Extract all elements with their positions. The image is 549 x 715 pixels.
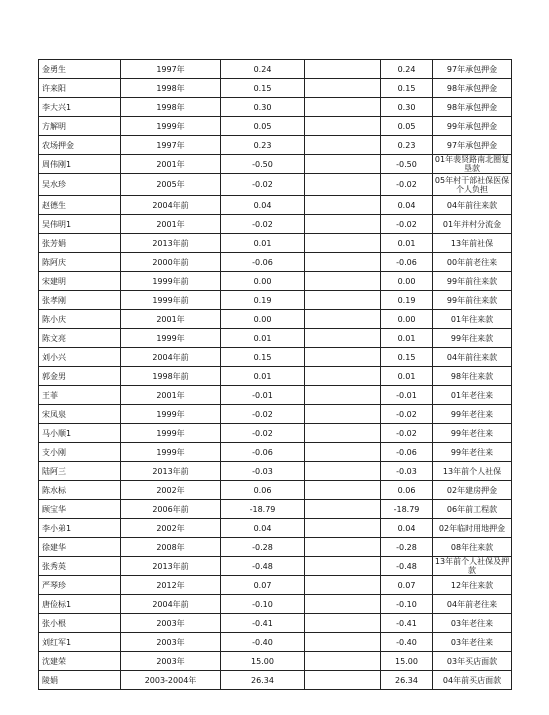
cell-note: 99年老往来 bbox=[433, 405, 512, 424]
cell-amount: -0.01 bbox=[221, 386, 305, 405]
table-row bbox=[39, 117, 512, 136]
cell-year: 2004年前 bbox=[121, 196, 221, 215]
cell-amount: -0.02 bbox=[221, 424, 305, 443]
cell-amount: 0.00 bbox=[221, 310, 305, 329]
cell-amount: -0.03 bbox=[221, 462, 305, 481]
table-row bbox=[39, 348, 512, 367]
cell-amount: 0.30 bbox=[221, 98, 305, 117]
cell-amount: -0.10 bbox=[221, 595, 305, 614]
cell-amount-total: -0.02 bbox=[381, 174, 433, 196]
cell-amount: 0.07 bbox=[221, 576, 305, 595]
cell-name: 徐建华 bbox=[39, 538, 121, 557]
table-row bbox=[39, 234, 512, 253]
cell-amount-total: -0.03 bbox=[381, 462, 433, 481]
cell-amount: 0.24 bbox=[221, 60, 305, 79]
cell-blank bbox=[305, 79, 381, 98]
cell-blank bbox=[305, 98, 381, 117]
cell-blank bbox=[305, 595, 381, 614]
cell-blank bbox=[305, 367, 381, 386]
cell-note: 06年前工程款 bbox=[433, 500, 512, 519]
cell-amount: 0.04 bbox=[221, 196, 305, 215]
cell-name: 张秀英 bbox=[39, 557, 121, 576]
table-row bbox=[39, 405, 512, 424]
table-row bbox=[39, 671, 512, 690]
cell-note: 13年前个人社保及押款 bbox=[433, 557, 512, 576]
cell-name: 吴伟明1 bbox=[39, 215, 121, 234]
table-row bbox=[39, 310, 512, 329]
cell-blank bbox=[305, 424, 381, 443]
cell-amount: -0.06 bbox=[221, 443, 305, 462]
cell-name: 金勇生 bbox=[39, 60, 121, 79]
cell-name: 陈小庆 bbox=[39, 310, 121, 329]
cell-amount: 15.00 bbox=[221, 652, 305, 671]
table-row bbox=[39, 60, 512, 79]
table-row bbox=[39, 386, 512, 405]
cell-year: 2001年 bbox=[121, 310, 221, 329]
cell-name: 沈建荣 bbox=[39, 652, 121, 671]
cell-name: 吴水珍 bbox=[39, 174, 121, 196]
cell-blank bbox=[305, 576, 381, 595]
table-row bbox=[39, 215, 512, 234]
cell-name: 周伟刚1 bbox=[39, 155, 121, 174]
cell-amount-total: -0.01 bbox=[381, 386, 433, 405]
cell-amount: 0.19 bbox=[221, 291, 305, 310]
table-row bbox=[39, 538, 512, 557]
cell-blank bbox=[305, 652, 381, 671]
table-row bbox=[39, 652, 512, 671]
cell-blank bbox=[305, 117, 381, 136]
cell-year: 2003年 bbox=[121, 633, 221, 652]
cell-year: 2001年 bbox=[121, 386, 221, 405]
ledger-body bbox=[39, 60, 512, 690]
cell-blank bbox=[305, 500, 381, 519]
cell-blank bbox=[305, 443, 381, 462]
cell-name: 严琴珍 bbox=[39, 576, 121, 595]
cell-amount-total: -0.10 bbox=[381, 595, 433, 614]
cell-year: 2013年前 bbox=[121, 557, 221, 576]
cell-blank bbox=[305, 557, 381, 576]
cell-note: 03年老往来 bbox=[433, 614, 512, 633]
table-row bbox=[39, 576, 512, 595]
table-row bbox=[39, 196, 512, 215]
cell-amount: 0.04 bbox=[221, 519, 305, 538]
cell-note: 02年临时用地押金 bbox=[433, 519, 512, 538]
cell-note: 02年建房押金 bbox=[433, 481, 512, 500]
cell-blank bbox=[305, 671, 381, 690]
cell-amount-total: 0.05 bbox=[381, 117, 433, 136]
cell-name: 农场押金 bbox=[39, 136, 121, 155]
cell-blank bbox=[305, 329, 381, 348]
cell-year: 1999年 bbox=[121, 117, 221, 136]
cell-amount-total: 0.15 bbox=[381, 348, 433, 367]
cell-name: 赵德生 bbox=[39, 196, 121, 215]
cell-amount-total: 0.19 bbox=[381, 291, 433, 310]
cell-year: 2003-2004年 bbox=[121, 671, 221, 690]
cell-note: 04年前买店面款 bbox=[433, 671, 512, 690]
cell-name: 张孝刚 bbox=[39, 291, 121, 310]
cell-year: 2003年 bbox=[121, 652, 221, 671]
cell-amount-total: -0.02 bbox=[381, 215, 433, 234]
table-row bbox=[39, 519, 512, 538]
cell-amount-total: -18.79 bbox=[381, 500, 433, 519]
cell-blank bbox=[305, 462, 381, 481]
cell-name: 陈阿庆 bbox=[39, 253, 121, 272]
cell-name: 刘红军1 bbox=[39, 633, 121, 652]
cell-name: 顾宝华 bbox=[39, 500, 121, 519]
cell-amount: 0.01 bbox=[221, 367, 305, 386]
cell-note: 97年承包押金 bbox=[433, 60, 512, 79]
cell-amount-total: 0.04 bbox=[381, 196, 433, 215]
document-page bbox=[38, 59, 512, 690]
cell-amount-total: 0.07 bbox=[381, 576, 433, 595]
cell-amount: -0.50 bbox=[221, 155, 305, 174]
table-row bbox=[39, 462, 512, 481]
cell-note: 99年往来款 bbox=[433, 329, 512, 348]
cell-amount-total: 0.01 bbox=[381, 367, 433, 386]
cell-name: 陆阿三 bbox=[39, 462, 121, 481]
cell-year: 1999年 bbox=[121, 329, 221, 348]
cell-amount: 26.34 bbox=[221, 671, 305, 690]
cell-note: 03年买店面款 bbox=[433, 652, 512, 671]
cell-blank bbox=[305, 253, 381, 272]
cell-blank bbox=[305, 196, 381, 215]
cell-amount-total: 0.30 bbox=[381, 98, 433, 117]
cell-name: 马小顺1 bbox=[39, 424, 121, 443]
table-row bbox=[39, 155, 512, 174]
cell-blank bbox=[305, 310, 381, 329]
cell-note: 97年承包押金 bbox=[433, 136, 512, 155]
cell-name: 唐俭标1 bbox=[39, 595, 121, 614]
cell-name: 张小根 bbox=[39, 614, 121, 633]
table-row bbox=[39, 500, 512, 519]
table-row bbox=[39, 443, 512, 462]
cell-amount-total: 0.15 bbox=[381, 79, 433, 98]
ledger-table bbox=[38, 59, 512, 690]
cell-note: 04年前往来款 bbox=[433, 348, 512, 367]
cell-year: 2004年前 bbox=[121, 348, 221, 367]
cell-note: 05年村干部社保医保个人负担 bbox=[433, 174, 512, 196]
cell-amount: -0.06 bbox=[221, 253, 305, 272]
cell-note: 04年前老往来 bbox=[433, 595, 512, 614]
cell-blank bbox=[305, 614, 381, 633]
cell-note: 13年前社保 bbox=[433, 234, 512, 253]
cell-amount-total: 0.04 bbox=[381, 519, 433, 538]
cell-year: 1998年前 bbox=[121, 367, 221, 386]
cell-amount: 0.06 bbox=[221, 481, 305, 500]
cell-year: 1999年前 bbox=[121, 291, 221, 310]
cell-note: 98年承包押金 bbox=[433, 98, 512, 117]
cell-name: 郭金男 bbox=[39, 367, 121, 386]
cell-name: 方解明 bbox=[39, 117, 121, 136]
cell-blank bbox=[305, 215, 381, 234]
cell-amount-total: 15.00 bbox=[381, 652, 433, 671]
cell-amount: -0.40 bbox=[221, 633, 305, 652]
cell-year: 2004年前 bbox=[121, 595, 221, 614]
cell-amount-total: 0.01 bbox=[381, 234, 433, 253]
table-row bbox=[39, 291, 512, 310]
cell-name: 陈文亮 bbox=[39, 329, 121, 348]
cell-amount-total: -0.40 bbox=[381, 633, 433, 652]
cell-blank bbox=[305, 405, 381, 424]
cell-note: 00年前老往来 bbox=[433, 253, 512, 272]
cell-note: 08年往来款 bbox=[433, 538, 512, 557]
cell-blank bbox=[305, 291, 381, 310]
cell-amount-total: 0.06 bbox=[381, 481, 433, 500]
cell-year: 2000年前 bbox=[121, 253, 221, 272]
cell-amount-total: -0.41 bbox=[381, 614, 433, 633]
cell-amount-total: 0.01 bbox=[381, 329, 433, 348]
cell-year: 2003年 bbox=[121, 614, 221, 633]
cell-year: 2005年 bbox=[121, 174, 221, 196]
cell-blank bbox=[305, 633, 381, 652]
cell-blank bbox=[305, 174, 381, 196]
cell-amount-total: -0.02 bbox=[381, 424, 433, 443]
table-row bbox=[39, 174, 512, 196]
cell-year: 2002年 bbox=[121, 519, 221, 538]
cell-blank bbox=[305, 538, 381, 557]
cell-year: 2006年前 bbox=[121, 500, 221, 519]
cell-note: 04年前往来款 bbox=[433, 196, 512, 215]
cell-blank bbox=[305, 136, 381, 155]
table-row bbox=[39, 367, 512, 386]
cell-blank bbox=[305, 234, 381, 253]
cell-amount-total: -0.48 bbox=[381, 557, 433, 576]
cell-blank bbox=[305, 155, 381, 174]
cell-amount-total: -0.50 bbox=[381, 155, 433, 174]
table-row bbox=[39, 614, 512, 633]
table-row bbox=[39, 98, 512, 117]
cell-blank bbox=[305, 348, 381, 367]
cell-amount: -0.28 bbox=[221, 538, 305, 557]
cell-year: 2008年 bbox=[121, 538, 221, 557]
cell-name: 支小刚 bbox=[39, 443, 121, 462]
cell-name: 陈水标 bbox=[39, 481, 121, 500]
table-row bbox=[39, 329, 512, 348]
cell-note: 99年承包押金 bbox=[433, 117, 512, 136]
cell-amount-total: 0.00 bbox=[381, 310, 433, 329]
cell-amount: 0.05 bbox=[221, 117, 305, 136]
cell-name: 刘小兴 bbox=[39, 348, 121, 367]
cell-year: 1999年前 bbox=[121, 272, 221, 291]
table-row bbox=[39, 557, 512, 576]
cell-amount-total: -0.06 bbox=[381, 443, 433, 462]
cell-blank bbox=[305, 481, 381, 500]
cell-amount-total: 0.24 bbox=[381, 60, 433, 79]
cell-note: 12年往来款 bbox=[433, 576, 512, 595]
cell-amount: 0.23 bbox=[221, 136, 305, 155]
cell-note: 99年前往来款 bbox=[433, 272, 512, 291]
cell-amount: 0.15 bbox=[221, 348, 305, 367]
cell-year: 2013年前 bbox=[121, 234, 221, 253]
cell-year: 1999年 bbox=[121, 443, 221, 462]
cell-amount: -0.48 bbox=[221, 557, 305, 576]
cell-year: 2001年 bbox=[121, 215, 221, 234]
cell-note: 01年往来款 bbox=[433, 310, 512, 329]
cell-amount: -0.41 bbox=[221, 614, 305, 633]
cell-note: 98年往来款 bbox=[433, 367, 512, 386]
cell-amount-total: 0.23 bbox=[381, 136, 433, 155]
cell-amount: -0.02 bbox=[221, 215, 305, 234]
cell-amount: 0.01 bbox=[221, 329, 305, 348]
cell-name: 宋凤泉 bbox=[39, 405, 121, 424]
cell-name: 李大兴1 bbox=[39, 98, 121, 117]
cell-blank bbox=[305, 519, 381, 538]
cell-note: 99年前往来款 bbox=[433, 291, 512, 310]
cell-note: 99年老往来 bbox=[433, 424, 512, 443]
cell-amount-total: 26.34 bbox=[381, 671, 433, 690]
cell-note: 98年承包押金 bbox=[433, 79, 512, 98]
cell-note: 13年前个人社保 bbox=[433, 462, 512, 481]
table-row bbox=[39, 253, 512, 272]
cell-blank bbox=[305, 60, 381, 79]
cell-year: 2002年 bbox=[121, 481, 221, 500]
table-row bbox=[39, 79, 512, 98]
cell-name: 宋建明 bbox=[39, 272, 121, 291]
cell-amount-total: -0.06 bbox=[381, 253, 433, 272]
cell-year: 1997年 bbox=[121, 136, 221, 155]
table-row bbox=[39, 136, 512, 155]
cell-year: 1997年 bbox=[121, 60, 221, 79]
cell-year: 2001年 bbox=[121, 155, 221, 174]
cell-name: 王菲 bbox=[39, 386, 121, 405]
table-row bbox=[39, 272, 512, 291]
cell-amount-total: -0.28 bbox=[381, 538, 433, 557]
cell-amount-total: 0.00 bbox=[381, 272, 433, 291]
cell-amount: 0.15 bbox=[221, 79, 305, 98]
cell-note: 99年老往来 bbox=[433, 443, 512, 462]
cell-year: 2013年前 bbox=[121, 462, 221, 481]
cell-name: 陵娟 bbox=[39, 671, 121, 690]
cell-name: 李小弟1 bbox=[39, 519, 121, 538]
cell-year: 2012年 bbox=[121, 576, 221, 595]
cell-year: 1998年 bbox=[121, 79, 221, 98]
cell-year: 1999年 bbox=[121, 405, 221, 424]
cell-name: 许来阳 bbox=[39, 79, 121, 98]
cell-note: 03年老往来 bbox=[433, 633, 512, 652]
table-row bbox=[39, 481, 512, 500]
cell-amount: -0.02 bbox=[221, 174, 305, 196]
cell-note: 01年老往来 bbox=[433, 386, 512, 405]
cell-amount: 0.00 bbox=[221, 272, 305, 291]
table-row bbox=[39, 633, 512, 652]
table-row bbox=[39, 595, 512, 614]
cell-amount-total: -0.02 bbox=[381, 405, 433, 424]
cell-note: 01年并村分流金 bbox=[433, 215, 512, 234]
cell-year: 1998年 bbox=[121, 98, 221, 117]
cell-note: 01年裴贤路南北圈复垦款 bbox=[433, 155, 512, 174]
cell-blank bbox=[305, 386, 381, 405]
cell-year: 1999年 bbox=[121, 424, 221, 443]
cell-blank bbox=[305, 272, 381, 291]
cell-amount: -18.79 bbox=[221, 500, 305, 519]
cell-amount: 0.01 bbox=[221, 234, 305, 253]
table-row bbox=[39, 424, 512, 443]
cell-amount: -0.02 bbox=[221, 405, 305, 424]
cell-name: 张芳娟 bbox=[39, 234, 121, 253]
